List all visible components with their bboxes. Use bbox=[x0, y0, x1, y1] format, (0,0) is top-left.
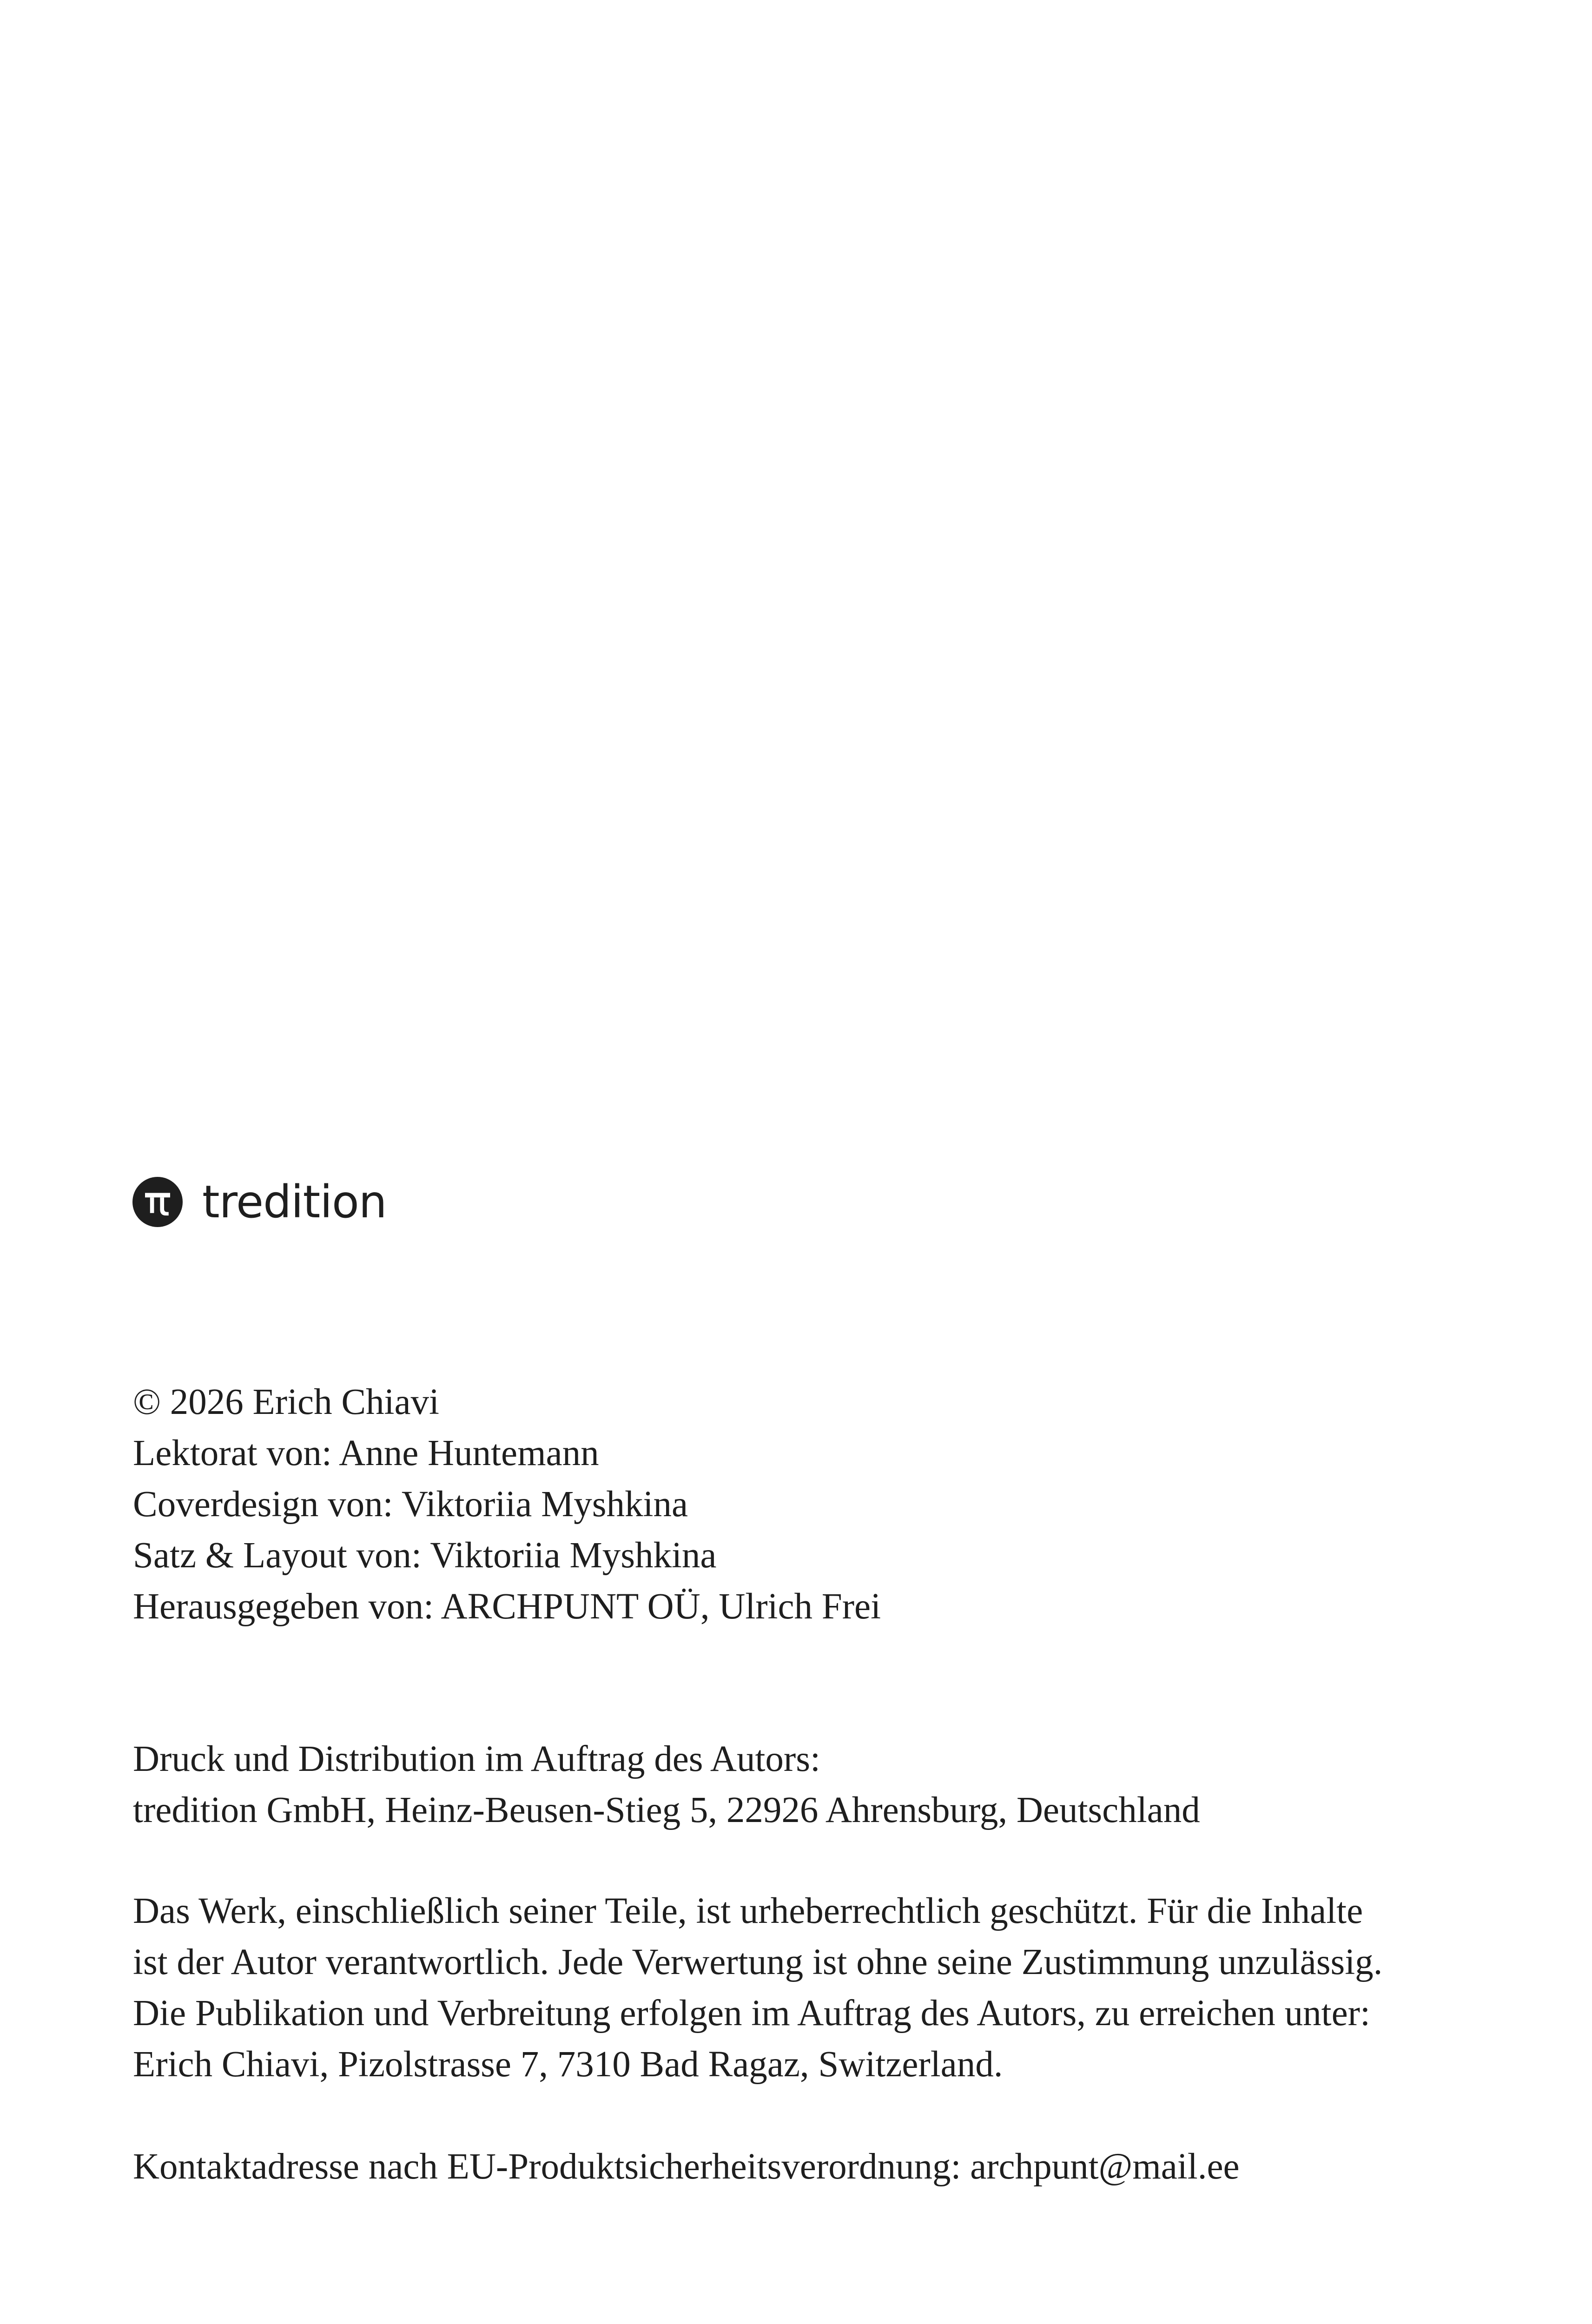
legal-line: ist der Autor verantwortlich. Jede Verwertung ist ohne seine Zustimmung unzulässig. bbox=[133, 1942, 1383, 1982]
legal-line: Die Publikation und Verbreitung erfolgen im Auftrag des Autors, zu erreichen unter: bbox=[133, 1993, 1370, 2034]
cover-design-line: Coverdesign von: Viktoriia Myshkina bbox=[133, 1484, 688, 1525]
contact-block bbox=[133, 2141, 1240, 2192]
printer-address-line: tredition GmbH, Heinz-Beusen-Stieg 5, 22926 Ahrensburg, Deutschland bbox=[133, 1790, 1200, 1830]
author-address-line: Erich Chiavi, Pizolstrasse 7, 7310 Bad Ragaz, Switzerland. bbox=[133, 2044, 1003, 2085]
editor-line: Lektorat von: Anne Huntemann bbox=[133, 1433, 599, 1473]
printing-block bbox=[133, 1734, 1200, 1836]
contact-line: Kontaktadresse nach EU-Produktsicherheitsverordnung: archpunt@mail.ee bbox=[133, 2146, 1240, 2187]
credits-block bbox=[133, 1377, 881, 1632]
tredition-logo-icon bbox=[132, 1177, 183, 1227]
publisher-logo bbox=[132, 1176, 387, 1228]
copyright-notice-block bbox=[133, 1886, 1382, 2090]
logo-wordmark: tredition bbox=[202, 1176, 387, 1228]
printing-heading-line: Druck und Distribution im Auftrag des Autors: bbox=[133, 1739, 820, 1779]
publisher-line: Herausgegeben von: ARCHPUNT OÜ, Ulrich Frei bbox=[133, 1586, 881, 1627]
typesetting-line: Satz & Layout von: Viktoriia Myshkina bbox=[133, 1535, 717, 1576]
copyright-line: © 2026 Erich Chiavi bbox=[133, 1382, 440, 1422]
legal-line: Das Werk, einschließlich seiner Teile, ist urheberrechtlich geschützt. Für die Inhalte bbox=[133, 1891, 1363, 1931]
